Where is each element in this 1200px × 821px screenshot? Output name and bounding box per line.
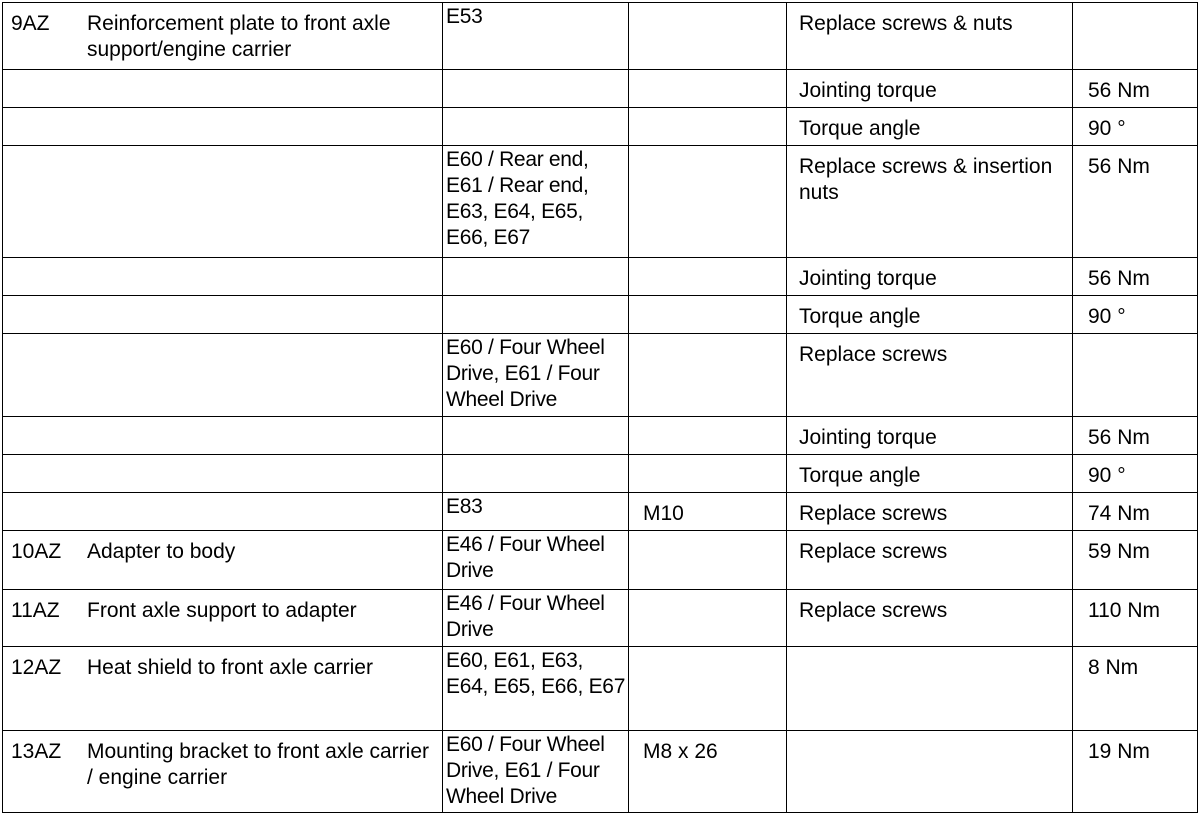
value-cell — [1073, 647, 1198, 731]
note-cell — [787, 258, 1073, 296]
table-row — [3, 647, 1198, 731]
position-cell — [3, 334, 443, 417]
position-code: 10AZ — [11, 540, 62, 563]
value-text — [1073, 3, 1197, 11]
position-description: Mounting bracket to front axle carrier / engine carrier — [87, 740, 429, 789]
position-cell — [3, 590, 443, 647]
note-cell — [787, 455, 1073, 493]
size-cell — [629, 146, 787, 258]
model-text: E60 / Four Wheel Drive, E61 / Four Wheel Drive — [446, 733, 605, 808]
note-cell — [787, 108, 1073, 146]
value-cell — [1073, 590, 1198, 647]
position-description: Reinforcement plate to front axle support/engine carrier — [87, 12, 391, 61]
position-code: 12AZ — [11, 656, 62, 679]
table-row — [3, 70, 1198, 108]
note-text: Jointing torque — [799, 79, 937, 102]
size-text: M8 x 26 — [643, 740, 718, 763]
value-cell — [1073, 493, 1198, 531]
value-text: 56 Nm — [1088, 155, 1150, 178]
note-cell — [787, 334, 1073, 417]
value-cell — [1073, 531, 1198, 590]
size-cell — [629, 70, 787, 108]
value-cell — [1073, 108, 1198, 146]
note-cell — [787, 146, 1073, 258]
model-cell — [443, 70, 629, 108]
model-cell — [443, 647, 629, 731]
model-text: E83 — [446, 495, 483, 518]
note-text: Replace screws — [799, 343, 948, 366]
table-row — [3, 108, 1198, 146]
position-description: Heat shield to front axle carrier — [87, 656, 373, 679]
model-cell — [443, 493, 629, 531]
table-row — [3, 334, 1198, 417]
value-text: 19 Nm — [1088, 740, 1150, 763]
value-text: 74 Nm — [1088, 502, 1150, 525]
value-cell — [1073, 70, 1198, 108]
size-text — [629, 531, 786, 539]
note-text: Torque angle — [799, 305, 921, 328]
note-cell — [787, 531, 1073, 590]
position-cell — [3, 108, 443, 146]
size-text: M10 — [643, 502, 684, 525]
note-text: Replace screws & nuts — [799, 12, 1013, 35]
value-text: 59 Nm — [1088, 540, 1150, 563]
position-cell — [3, 296, 443, 334]
size-text — [629, 296, 786, 304]
position-description: Front axle support to adapter — [87, 599, 357, 622]
note-cell — [787, 3, 1073, 70]
model-text — [443, 70, 628, 71]
model-cell — [443, 296, 629, 334]
model-text: E53 — [446, 5, 483, 28]
size-text — [629, 455, 786, 463]
position-cell — [3, 3, 443, 70]
size-text — [629, 647, 786, 655]
value-text: 56 Nm — [1088, 267, 1150, 290]
size-text — [629, 417, 786, 425]
model-text — [443, 108, 628, 109]
model-text: E60 / Four Wheel Drive, E61 / Four Wheel Drive — [446, 336, 605, 411]
note-text: Replace screws & insertion nuts — [799, 155, 1053, 204]
size-cell — [629, 455, 787, 493]
table-row — [3, 146, 1198, 258]
note-text — [787, 731, 1072, 739]
table-row — [3, 258, 1198, 296]
value-cell — [1073, 455, 1198, 493]
size-cell — [629, 108, 787, 146]
table-row — [3, 731, 1198, 813]
note-cell — [787, 417, 1073, 455]
size-cell — [629, 493, 787, 531]
model-text — [443, 417, 628, 418]
size-cell — [629, 296, 787, 334]
value-cell — [1073, 417, 1198, 455]
table-row — [3, 417, 1198, 455]
note-cell — [787, 647, 1073, 731]
size-text — [629, 334, 786, 342]
position-cell — [3, 417, 443, 455]
model-cell — [443, 334, 629, 417]
position-cell — [3, 455, 443, 493]
size-cell — [629, 3, 787, 70]
size-cell — [629, 731, 787, 813]
value-cell — [1073, 258, 1198, 296]
value-text: 8 Nm — [1088, 656, 1139, 679]
value-text: 90 ° — [1088, 305, 1126, 328]
note-text: Torque angle — [799, 117, 921, 140]
model-text: E60, E61, E63, E64, E65, E66, E67 — [446, 649, 626, 698]
model-cell — [443, 590, 629, 647]
note-cell — [787, 296, 1073, 334]
note-cell — [787, 731, 1073, 813]
value-text: 56 Nm — [1088, 426, 1150, 449]
value-text: 110 Nm — [1088, 599, 1160, 622]
note-text: Torque angle — [799, 464, 921, 487]
value-text: 56 Nm — [1088, 79, 1150, 102]
table-row — [3, 531, 1198, 590]
position-cell — [3, 70, 443, 108]
note-text: Replace screws — [799, 599, 948, 622]
size-text — [629, 146, 786, 154]
note-text: Jointing torque — [799, 426, 937, 449]
position-code: 13AZ — [11, 740, 62, 763]
model-text: E46 / Four Wheel Drive — [446, 592, 605, 641]
position-cell — [3, 731, 443, 813]
value-cell — [1073, 731, 1198, 813]
model-cell — [443, 731, 629, 813]
model-cell — [443, 258, 629, 296]
position-cell — [3, 647, 443, 731]
table-row — [3, 3, 1198, 70]
model-cell — [443, 455, 629, 493]
model-cell — [443, 146, 629, 258]
note-text: Replace screws — [799, 540, 948, 563]
position-description: Adapter to body — [87, 540, 236, 563]
size-text — [629, 590, 786, 598]
size-cell — [629, 647, 787, 731]
size-text — [629, 3, 786, 11]
torque-spec-table — [2, 2, 1198, 813]
position-cell — [3, 146, 443, 258]
model-text — [443, 258, 628, 259]
size-cell — [629, 531, 787, 590]
table-row — [3, 493, 1198, 531]
value-text — [1073, 334, 1197, 342]
size-cell — [629, 590, 787, 647]
table-row — [3, 296, 1198, 334]
value-cell — [1073, 334, 1198, 417]
table-row — [3, 590, 1198, 647]
size-cell — [629, 334, 787, 417]
model-text — [443, 296, 628, 297]
position-cell — [3, 531, 443, 590]
size-cell — [629, 417, 787, 455]
model-text: E46 / Four Wheel Drive — [446, 533, 605, 582]
value-cell — [1073, 146, 1198, 258]
note-text: Replace screws — [799, 502, 948, 525]
size-text — [629, 258, 786, 266]
position-cell — [3, 258, 443, 296]
model-text — [443, 455, 628, 456]
note-cell — [787, 590, 1073, 647]
value-cell — [1073, 3, 1198, 70]
value-text: 90 ° — [1088, 117, 1126, 140]
size-text — [629, 70, 786, 78]
note-cell — [787, 70, 1073, 108]
value-text: 90 ° — [1088, 464, 1126, 487]
table-row — [3, 455, 1198, 493]
model-cell — [443, 417, 629, 455]
note-text: Jointing torque — [799, 267, 937, 290]
position-code: 11AZ — [11, 599, 60, 622]
model-cell — [443, 531, 629, 590]
note-cell — [787, 493, 1073, 531]
size-text — [629, 108, 786, 116]
note-text — [787, 647, 1072, 655]
position-cell — [3, 493, 443, 531]
model-cell — [443, 3, 629, 70]
value-cell — [1073, 296, 1198, 334]
position-code: 9AZ — [11, 12, 50, 35]
size-cell — [629, 258, 787, 296]
model-cell — [443, 108, 629, 146]
model-text: E60 / Rear end, E61 / Rear end, E63, E64, E65, E66, E67 — [446, 148, 589, 249]
